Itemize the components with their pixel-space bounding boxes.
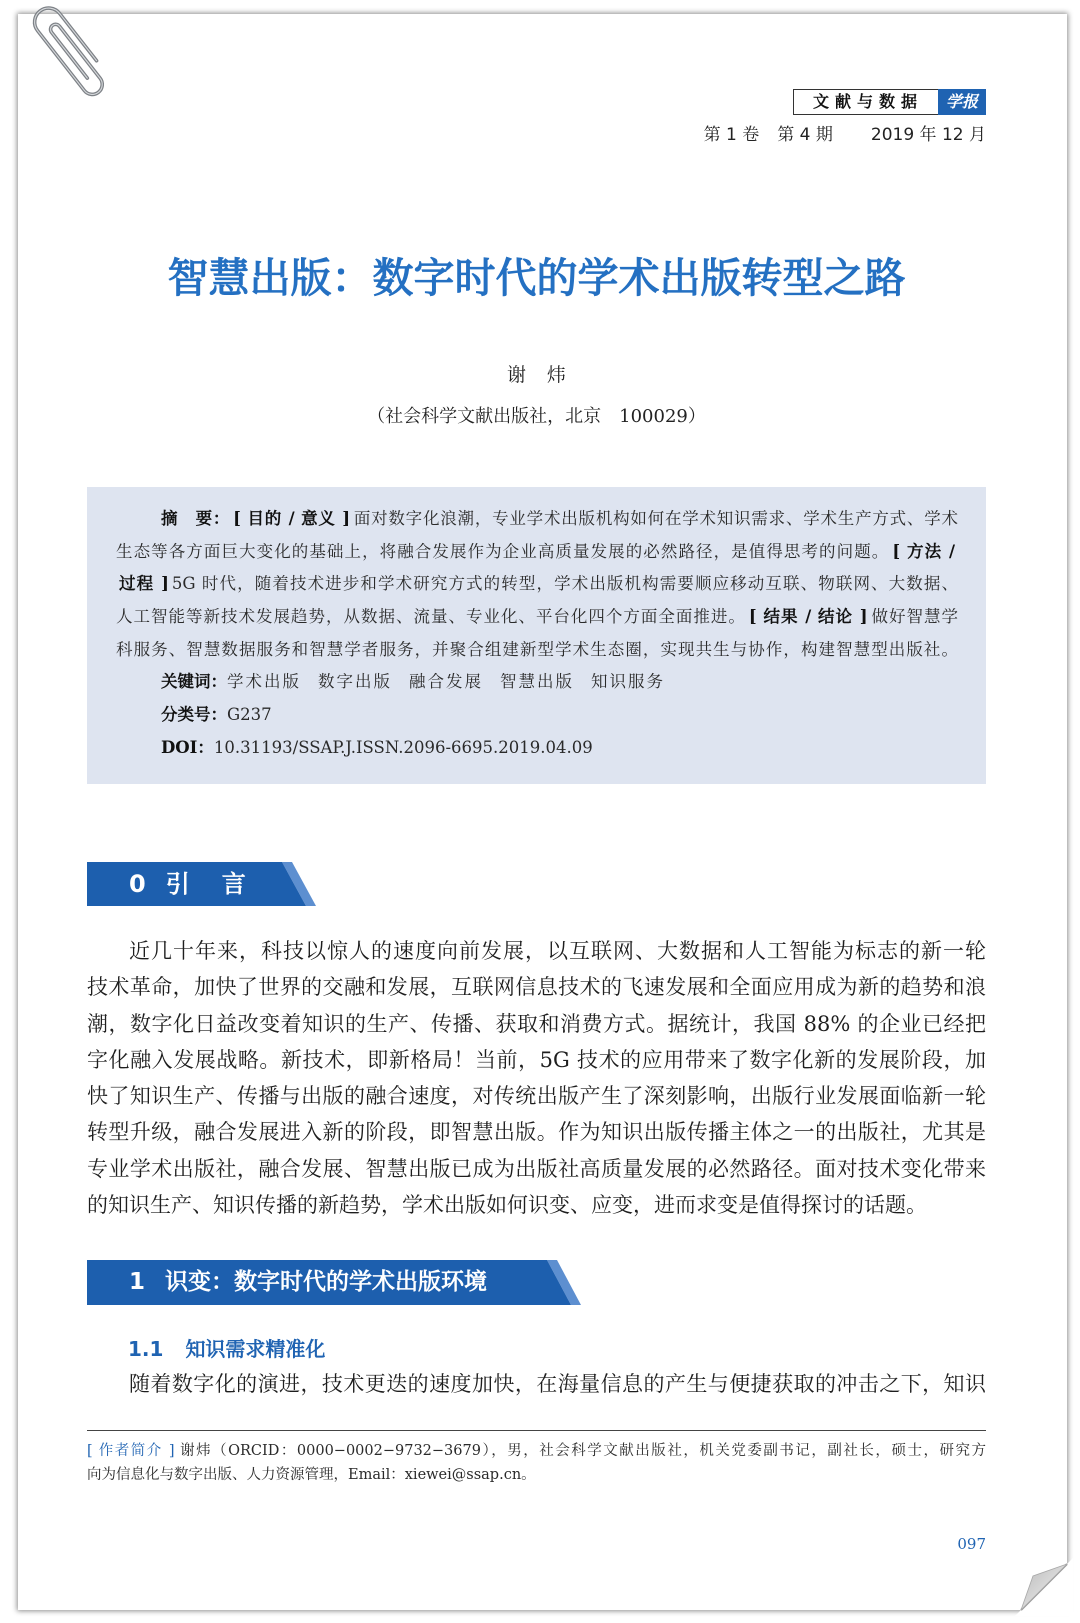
body-line: 转型升级，融合发展进入新的阶段，即智慧出版。作为知识出版传播主体之一的出版社，尤其是 (87, 1120, 986, 1145)
body-line: 的知识生产、知识传播的新趋势，学术出版如何识变、应变，进而求变是值得探讨的话题。 (87, 1193, 927, 1218)
paperclip-icon (22, 0, 122, 110)
keyword: 知识服务 (591, 672, 665, 692)
abstract-line (116, 634, 958, 667)
doi-line (116, 732, 958, 765)
classification-label: 分类号： (161, 705, 227, 725)
issue-number: 第 4 期 (777, 125, 833, 145)
footnote-line: 向为信息化与数字出版、人力资源管理，Email：xiewei@ssap.cn。 (87, 1466, 536, 1483)
abstract-text: 面对数字化浪潮，专业学术出版机构如何在学术知识需求、学术生产方式、学术 (353, 509, 958, 528)
abstract-text: 做好智慧学 (870, 607, 958, 627)
doi-label: DOI： (161, 737, 214, 757)
footnote-line (87, 1440, 986, 1464)
footnote-rule (87, 1430, 986, 1431)
abstract-line (116, 601, 958, 634)
keywords-label: 关键词： (161, 672, 227, 692)
abstract-tag: [ 目的 / 意义 ] (233, 509, 351, 528)
abstract-tag: 过程 ] (119, 574, 169, 594)
keywords-line (116, 666, 958, 699)
page-curl (1013, 1556, 1073, 1616)
abstract-text: 科服务、智慧数据服务和智慧学者服务，并聚合组建新型学术生态圈，实现共生与协作，构建智慧型出版社。 (116, 639, 958, 659)
keyword: 智慧出版 (500, 672, 574, 692)
section-number: 0 (129, 870, 146, 898)
abstract-tag: [ 结果 / 结论 ] (748, 607, 868, 627)
body-line: 技术革命，加快了世界的交融和发展，互联网信息技术的飞速发展和全面应用成为新的趋势和浪 (87, 975, 986, 1000)
body-line: 随着数字化的演进，技术更迭的速度加快，在海量信息的产生与便捷获取的冲击之下，知识 (129, 1372, 986, 1396)
subsection-title: 知识需求精准化 (185, 1337, 326, 1361)
keyword: 学术出版 (227, 672, 301, 692)
classification-code: G237 (227, 705, 272, 725)
section-number: 1 (129, 1269, 146, 1295)
subsection-heading (128, 1335, 325, 1363)
body-line: 专业学术出版社，融合发展、智慧出版已成为出版社高质量发展的必然路径。面对技术变化带来 (87, 1156, 986, 1181)
section-heading-text (129, 1260, 487, 1305)
abstract-box (87, 487, 986, 784)
keyword: 融合发展 (409, 672, 483, 692)
abstract-line (116, 503, 958, 536)
abstract-line (116, 568, 958, 601)
abstract-tag: [ 方法 / (892, 541, 956, 561)
subsection-number: 1.1 (128, 1337, 164, 1361)
journal-badge-label: 学报 (938, 89, 986, 115)
section-title: 引 言 (165, 870, 250, 898)
body-line: 快了知识生产、传播与出版的融合速度，对传统出版产生了深刻影响，出版行业发展面临新一轮 (87, 1084, 986, 1109)
classification-line (116, 699, 958, 732)
footnote-label: [ 作者简介 ] (87, 1443, 175, 1459)
abstract-body (116, 503, 958, 765)
affiliation: （社会科学文献出版社，北京 100029） (367, 406, 706, 427)
abstract-label: 摘 要： (161, 509, 231, 528)
section-heading-text (129, 862, 250, 906)
article-title: 智慧出版：数字时代的学术出版转型之路 (167, 254, 906, 302)
doi-value: 10.31193/SSAP.J.ISSN.2096-6695.2019.04.09 (213, 737, 593, 757)
body-line: 字化融入发展战略。新技术，即新格局！当前，5G 技术的应用带来了数字化新的发展阶段，加 (87, 1047, 986, 1072)
issue-date: 2019 年 12 月 (870, 125, 986, 145)
body-line: 近几十年来，科技以惊人的速度向前发展，以互联网、大数据和人工智能为标志的新一轮 (129, 939, 986, 963)
keyword: 数字出版 (318, 672, 392, 692)
footnote (87, 1440, 986, 1487)
journal-badge (793, 89, 986, 115)
section-title: 识变：数字时代的学术出版环境 (165, 1269, 488, 1295)
abstract-text: 5G 时代，随着技术进步和学术研究方式的转型，学术出版机构需要顺应移动互联、物联网、大数据、 (171, 574, 958, 594)
abstract-text: 人工智能等新技术发展趋势，从数据、流量、专业化、平台化四个方面全面推进。 (116, 607, 746, 627)
section-heading (87, 1260, 581, 1305)
body-line: 潮，数字化日益改变着知识的生产、传播、获取和消费方式。据统计，我国 88% 的企业已经把 (87, 1011, 986, 1036)
journal-name: 文献与数据 (793, 89, 938, 115)
footnote-text: 谢炜（ORCID：0000−0002−9732−3679），男，社会科学文献出版社，机关党委副书记，副社长，硕士，研究方 (178, 1443, 986, 1459)
page-number: 097 (957, 1535, 986, 1553)
abstract-line (116, 536, 958, 569)
subsection-body (87, 1366, 986, 1402)
section-heading (87, 862, 316, 906)
section-body (87, 933, 986, 1223)
abstract-text: 生态等各方面巨大变化的基础上，将融合发展作为企业高质量发展的必然路径，是值得思考的问题。 (116, 541, 890, 561)
issue-info (600, 122, 986, 148)
author-name: 谢炜 (507, 364, 587, 386)
volume: 第 1 卷 (703, 125, 760, 145)
